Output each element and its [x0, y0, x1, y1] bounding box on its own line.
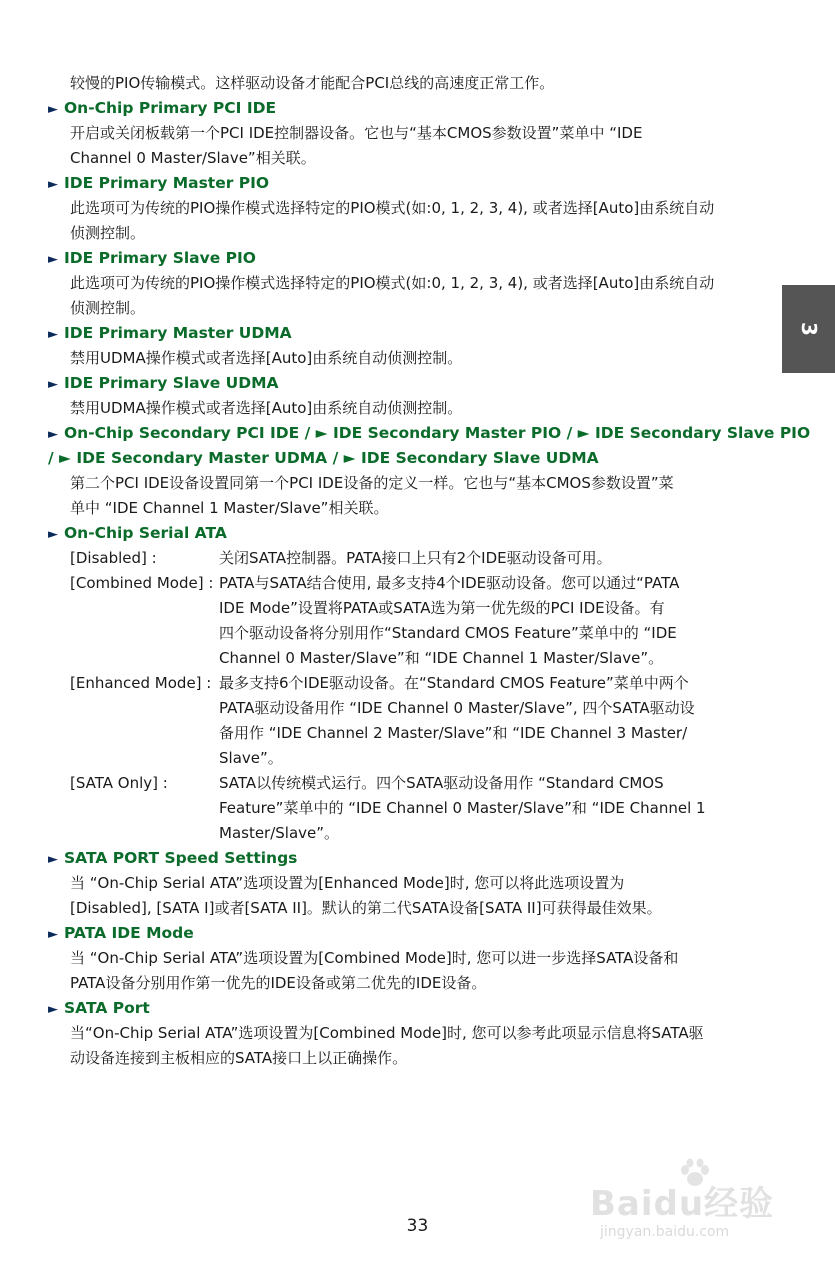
section-heading-text: IDE Primary Master UDMA — [64, 324, 292, 342]
option-label: [Combined Mode] : — [70, 574, 214, 592]
bullet-icon: ► — [48, 852, 58, 867]
option-description: Feature”菜单中的 “IDE Channel 0 Master/Slave”和 “IDE Channel 1 — [219, 799, 706, 817]
section-heading-text: On-Chip Primary PCI IDE — [64, 99, 277, 117]
option-description: 最多支持6个IDE驱动设备。在“Standard CMOS Feature”菜单中两个 — [219, 674, 689, 692]
body-text-line: 此选项可为传统的PIO操作模式选择特定的PIO模式(如:0, 1, 2, 3, 4), 或者选择[Auto]由系统自动 — [70, 274, 715, 292]
section-heading-text: SATA PORT Speed Settings — [64, 849, 298, 867]
section-heading — [48, 323, 292, 345]
section-heading — [48, 173, 269, 195]
option-description: Slave”。 — [219, 749, 283, 767]
option-description: PATA与SATA结合使用, 最多支持4个IDE驱动设备。您可以通过“PATA — [219, 574, 680, 592]
chapter-tab — [782, 285, 835, 373]
body-text-line: PATA设备分别用作第一优先的IDE设备或第二优先的IDE设备。 — [70, 974, 487, 992]
watermark-url: jingyan.baidu.com — [600, 1224, 730, 1240]
body-text-line: 此选项可为传统的PIO操作模式选择特定的PIO模式(如:0, 1, 2, 3, 4), 或者选择[Auto]由系统自动 — [70, 199, 715, 217]
chapter-number: 3 — [796, 322, 821, 336]
bullet-icon: ► — [48, 377, 58, 392]
body-text-line: 开启或关闭板载第一个PCI IDE控制器设备。它也与“基本CMOS参数设置”菜单中 “IDE — [70, 124, 643, 142]
page-number: 33 — [406, 1216, 429, 1236]
bullet-icon: ► — [48, 427, 58, 442]
body-text-line: Channel 0 Master/Slave”相关联。 — [70, 149, 316, 167]
bullet-icon: ► — [48, 527, 58, 542]
section-heading — [48, 248, 256, 270]
bullet-icon: ► — [48, 177, 58, 192]
bullet-icon: ► — [48, 102, 58, 117]
section-heading — [48, 923, 194, 945]
option-description: 四个驱动设备将分别用作“Standard CMOS Feature”菜单中的 “IDE — [219, 624, 677, 642]
bullet-icon: ► — [48, 252, 58, 267]
section-heading — [48, 423, 810, 445]
option-description: SATA以传统模式运行。四个SATA驱动设备用作 “Standard CMOS — [219, 774, 664, 792]
section-heading-text: IDE Primary Slave PIO — [64, 249, 256, 267]
body-text-line: 当“On-Chip Serial ATA”选项设置为[Combined Mode]时, 您可以参考此项显示信息将SATA驱 — [70, 1024, 704, 1042]
section-heading — [48, 523, 227, 545]
option-description: PATA驱动设备用作 “IDE Channel 0 Master/Slave”, 四个SATA驱动设 — [219, 699, 695, 717]
body-text-line: 禁用UDMA操作模式或者选择[Auto]由系统自动侦测控制。 — [70, 349, 463, 367]
section-heading-text: IDE Primary Master PIO — [64, 174, 270, 192]
bullet-icon: ► — [48, 327, 58, 342]
body-text-line: 当 “On-Chip Serial ATA”选项设置为[Combined Mode]时, 您可以进一步选择SATA设备和 — [70, 949, 679, 967]
body-text-line: 侦测控制。 — [70, 224, 146, 242]
section-heading — [48, 998, 150, 1020]
section-heading-text: SATA Port — [64, 999, 150, 1017]
section-heading-text: PATA IDE Mode — [64, 924, 194, 942]
body-text-line: 较慢的PIO传输模式。这样驱动设备才能配合PCI总线的高速度正常工作。 — [70, 74, 555, 92]
option-description: Channel 0 Master/Slave”和 “IDE Channel 1 Master/Slave”。 — [219, 649, 664, 667]
section-heading — [48, 848, 297, 870]
body-text-line: 动设备连接到主板相应的SATA接口上以正确操作。 — [70, 1049, 408, 1067]
bullet-icon: ► — [48, 1002, 58, 1017]
body-text-line: 第二个PCI IDE设备设置同第一个PCI IDE设备的定义一样。它也与“基本CMOS参数设置”菜 — [70, 474, 674, 492]
option-description: Master/Slave”。 — [219, 824, 340, 842]
section-heading-text: On-Chip Serial ATA — [64, 524, 227, 542]
section-heading — [48, 373, 279, 395]
option-label: [Enhanced Mode] : — [70, 674, 212, 692]
option-description: 备用作 “IDE Channel 2 Master/Slave”和 “IDE Channel 3 Master/ — [219, 724, 688, 742]
option-label: [Disabled] : — [70, 549, 157, 567]
option-label: [SATA Only] : — [70, 774, 168, 792]
section-heading — [48, 98, 276, 120]
section-heading-continued: / ► IDE Secondary Master UDMA / ► IDE Secondary Slave UDMA — [48, 449, 599, 467]
body-text-line: 单中 “IDE Channel 1 Master/Slave”相关联。 — [70, 499, 389, 517]
watermark-brand: Baidu经验 — [590, 1184, 775, 1224]
section-heading-text: On-Chip Secondary PCI IDE / ► IDE Secondary Master PIO / ► IDE Secondary Slave PIO — [64, 424, 811, 442]
body-text-line: 禁用UDMA操作模式或者选择[Auto]由系统自动侦测控制。 — [70, 399, 463, 417]
bullet-icon: ► — [48, 927, 58, 942]
section-heading-text: IDE Primary Slave UDMA — [64, 374, 279, 392]
body-text-line: 当 “On-Chip Serial ATA”选项设置为[Enhanced Mode]时, 您可以将此选项设置为 — [70, 874, 625, 892]
body-text-line: 侦测控制。 — [70, 299, 146, 317]
option-description: IDE Mode”设置将PATA或SATA选为第一优先级的PCI IDE设备。有 — [219, 599, 665, 617]
option-description: 关闭SATA控制器。PATA接口上只有2个IDE驱动设备可用。 — [219, 549, 612, 567]
body-text-line: [Disabled], [SATA I]或者[SATA II]。默认的第二代SATA设备[SATA II]可获得最佳效果。 — [70, 899, 662, 917]
